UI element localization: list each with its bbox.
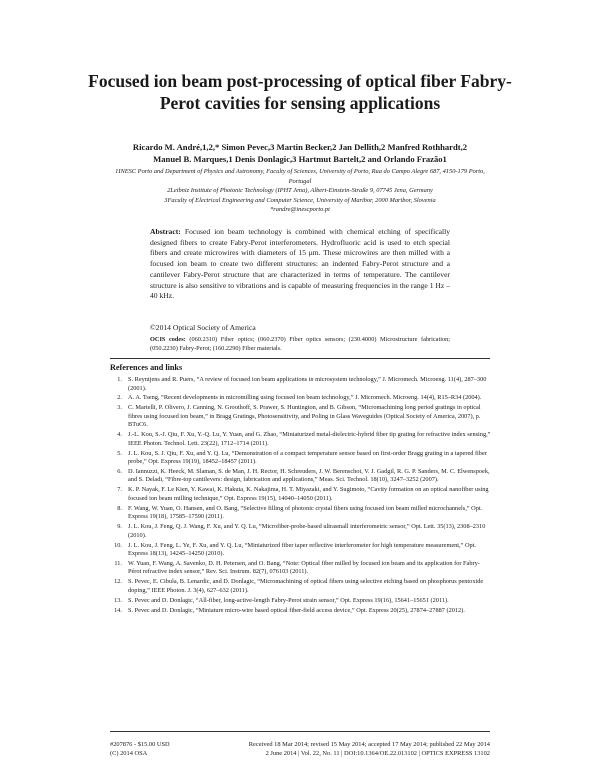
corresponding-email[interactable]: *randre@inescporto.pt [270,206,330,214]
reference-number: 9. [117,523,122,531]
page-footer [110,741,490,758]
reference-number: 12. [114,578,122,586]
reference-number: 10. [114,541,122,549]
footer-price: #207876 - $15.00 USD [110,741,170,748]
reference-item [110,578,492,595]
references-list [110,376,492,616]
reference-item [110,431,492,448]
reference-text: S. Pevec and D. Donlagic, “Miniature micro-wire based optical fiber-field access device,” Opt. Express 20(25), 27874–27887 (2012). [128,606,465,614]
reference-item [110,404,492,430]
reference-text: F. Wang, W. Yuan, O. Hansen, and O. Bang, “Selective filling of photonic crystal fibers using focused ion beam milled microchannels,” Opt. Express 19(18), 17585–17590 (2011). [128,504,483,521]
reference-item [110,597,492,606]
reference-text: S. Reyntjens and R. Puers, “A review of focused ion beam applications in microsystem technology,” J. Micromech. Microeng. 11(4), 287–300 (2001). [128,376,487,392]
reference-number: 8. [117,504,122,512]
reference-text: J. L. Kou, J. Feng, Q. J. Wang, F. Xu, and Y. Q. Lu, “Microfiber-probe-based ultrasmall interferometric sensor,” Opt. Lett. 35(13), 2308–2310 (2010). [128,523,486,539]
reference-number: 13. [114,596,122,604]
reference-number: 5. [117,449,122,457]
ocis-text: (060.2310) Fiber optics; (060.2370) Fiber optics sensors; (230.4000) Microstructure fabrication; (050.2230) Fabry-Perot; (160.2290) Fiber materials. [150,336,451,352]
reference-number: 14. [114,606,122,614]
reference-item [110,450,492,467]
authors-line-1: Ricardo M. André,1,2,* Simon Pevec,3 Martin Becker,2 Jan Dellith,2 Manfred Rothhardt,2 [132,142,468,152]
abstract-text: Focused ion beam technology is combined with chemical etching of specifically designed fibers to create Fabry-Perot interferometers. Hydrofluoric acid is used to etch special fibers and create microwires with diameters of 15 μm. These microwires are then milled with a focused ion beam to create two different structures: an indented Fabry-Perot structure and a cantilever Fabry-Perot structure that are characterized in terms of temperature. The cantilever structure is also sensitive to vibrations and is capable of measuring frequencies in the range 1 Hz – 40 kHz. [150,227,450,301]
reference-item [110,505,492,522]
reference-text: J.-L. Kou, S.-J. Qiu, F. Xu, Y.-Q. Lu, Y. Yuan, and G. Zhao, “Miniaturized metal-dielectric-hybrid fiber tip grating for refractive index sensing,” IEEE Photon. Technol. Lett. 23(22), 1712–1714 (2011). [128,431,491,447]
reference-number: 3. [117,404,122,412]
abstract-label: Abstract: [150,227,181,236]
reference-number: 7. [117,486,122,494]
affiliations [110,167,490,215]
reference-number: 11. [114,559,122,567]
reference-text: S. Pevec and D. Donlagic, “All-fiber, long-active-length Fabry-Perot strain sensor,” Opt. Express 19(16), 15641–15651 (2011). [128,596,449,604]
affiliation-2: 2Leibniz Institute of Photonic Technology (IPHT Jena), Albert-Einstein-Straße 9, 07745 Jena, Germany [167,187,433,195]
reference-item [110,607,492,616]
reference-text: W. Yuan, F. Wang, A. Savenko, D. H. Petersen, and O. Bang, “Note: Optical fiber milled by focused ion beam and its application for Fabry-Pérot refractive index sensor,” Rev. Sci. Instrum. 82(7), 076103 (2011). [128,559,480,576]
footer-citation: 2 June 2014 | Vol. 22, No. 11 | DOI:10.1364/OE.22.013102 | OPTICS EXPRESS 13102 [265,749,490,757]
reference-number: 2. [117,394,122,402]
reference-text: C. Martelli, P. Olivero, J. Canning, N. Groothoff, S. Prawer, S. Huntington, and B. Gibson, “Micromachining long period gratings in optical fibres using focused ion beam,” in Bragg Gratings, Photosensitivity, and Poling in Glass Waveguides (Optical Society of America, 2007), p. BTuC6. [128,404,481,429]
ocis-label: OCIS codes: [150,336,186,343]
reference-item [110,376,492,393]
affiliation-1: 1INESC Porto and Department of Physics and Astronomy, Faculty of Sciences, University of Porto, Rua do Campo Alegre 687, 4150-179 Porto, Portugal [115,168,485,185]
footer-copyright: (C) 2014 OSA [110,749,148,757]
reference-text: A. A. Tseng, “Recent developments in micromilling using focused ion beam technology,” J. Micromech. Microeng. 14(4), R15–R34 (2004). [128,394,482,402]
reference-item [110,542,492,559]
reference-number: 4. [117,431,122,439]
copyright-notice: ©2014 Optical Society of America [150,323,256,332]
section-divider-bottom [110,731,490,732]
reference-item [110,468,492,485]
reference-text: S. Pevec, E. Cibula, B. Lenardic, and D. Donlagic, “Micromachining of optical fibers using selective etching based on phosphorus pentoxide doping,” IEEE Photon. J. 3(4), 627–632 (2011). [128,578,484,594]
authors-line-2: Manuel B. Marques,1 Denis Donlagic,3 Hartmut Bartelt,2 and Orlando Frazão1 [153,154,447,164]
footer-dates: Received 18 Mar 2014; revised 15 May 2014; accepted 17 May 2014; published 22 May 2014 [248,741,490,748]
reference-item [110,560,492,577]
reference-item [110,523,492,540]
reference-text: D. Iannuzzi, K. Heeck, M. Slaman, S. de Man, J. H. Rector, H. Schreuders, J. W. Berenschot, V. J. Gadgil, R. G. P. Sanders, M. C. Elwenspoek, and S. Deladi, “Fibre-top cantilevers: design, fabrication and applications,” Meas. Sci. Technol. 18(10), 3247–3252 (2007). [128,467,490,484]
reference-text: J. L. Kou, J. Feng, L. Ye, F. Xu, and Y. Q. Lu, “Miniaturized fiber taper reflective interferometer for high temperature measurement,” Opt. Express 18(13), 14245–14250 (2010). [128,541,476,558]
reference-item [110,394,492,403]
reference-number: 1. [117,376,122,383]
author-list [100,141,500,165]
abstract [150,227,450,302]
affiliation-3: 3Faculty of Electrical Engineering and Computer Science, University of Maribor, 2000 Maribor, Slovenia [164,196,436,204]
reference-item [110,486,492,503]
ocis-codes [150,336,450,353]
reference-text: K. P. Nayak, F. Le Kien, Y. Kawai, K. Hakuta, K. Nakajima, H. T. Miyazaki, and Y. Sugimoto, “Cavity formation on an optical nanofiber using focused ion beam milling technique,” Opt. Express 19(15), 14040–14050 (2011). [128,486,489,502]
reference-text: J. L. Kou, S. J. Qiu, F. Xu, and Y. Q. Lu, “Demonstration of a compact temperature sensor based on first-order Bragg grating in a tapered fiber probe,” Opt. Express 19(19), 18452–18457 (2011). [128,449,487,466]
section-divider-top [110,358,490,359]
references-heading: References and links [110,363,183,372]
paper-title: Focused ion beam post-processing of optical fiber Fabry-Perot cavities for sensing applications [88,71,512,113]
reference-number: 6. [117,467,122,475]
